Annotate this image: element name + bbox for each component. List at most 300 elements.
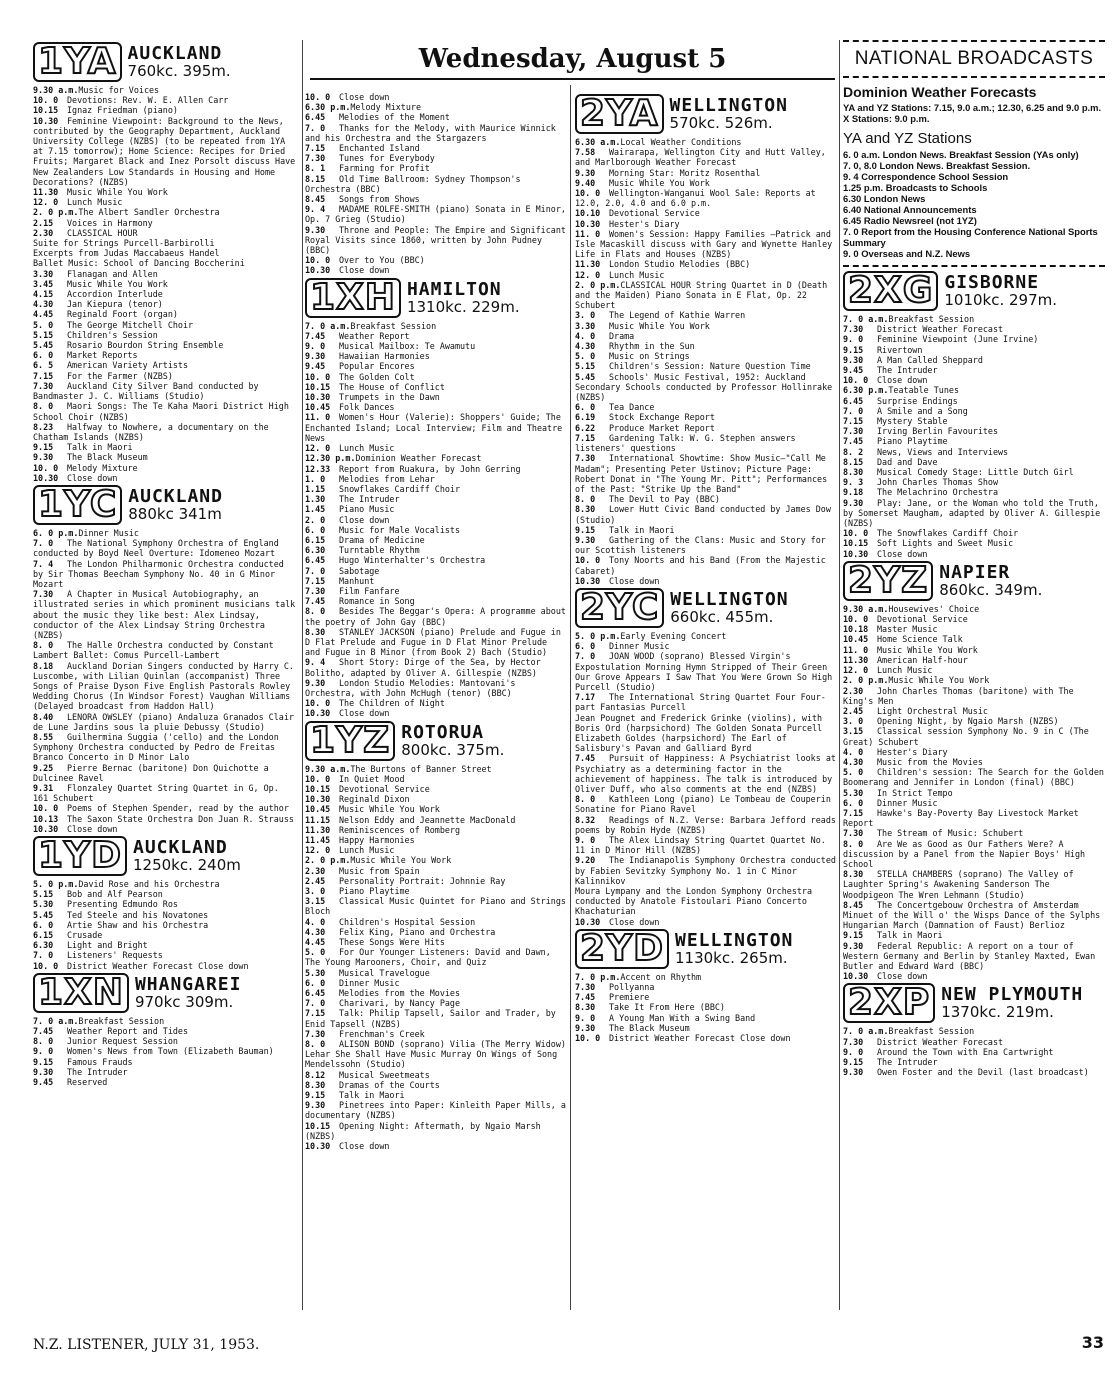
station-city: AUCKLAND	[127, 43, 223, 64]
divider	[843, 265, 1105, 267]
program-time: 5. 0	[33, 319, 54, 330]
program-time: 4.45	[305, 937, 326, 948]
program-entry	[575, 433, 837, 453]
station-block-1yz	[305, 721, 567, 1152]
program-time: 9.30 a.m.	[843, 603, 889, 614]
program-description: Lunch Music	[67, 197, 123, 208]
program-entry	[305, 545, 567, 555]
station-callsign: 2YD	[575, 929, 669, 969]
program-time: 10. 0	[33, 462, 59, 473]
program-entry	[305, 255, 567, 265]
program-entry	[843, 1047, 1105, 1057]
program-time: 7. 0	[305, 998, 326, 1009]
program-time: 5.30	[843, 787, 864, 798]
program-entry	[33, 360, 298, 370]
program-entry	[33, 661, 298, 712]
program-entry	[575, 555, 837, 575]
program-description: Elizabeth Goldes (harpsichord) The Earl of Salisbury's Pavan and Galliard Byrd	[575, 732, 787, 754]
page-header	[310, 44, 835, 80]
program-time: 11. 0	[575, 228, 601, 239]
program-description: Close down	[339, 514, 390, 525]
program-time: 9.30	[843, 497, 864, 508]
program-description: MADAME ROLFE-SMITH (piano) Sonata in E Minor, Op. 7 Grieg (Studio)	[305, 204, 566, 225]
program-description: Hugo Winterhalter's Orchestra	[339, 555, 486, 566]
program-description: Music from the Movies	[877, 756, 983, 767]
program-time: 3.45	[33, 278, 54, 289]
program-time: 8. 0	[305, 1039, 326, 1050]
program-entry	[305, 341, 567, 351]
program-time: 10.15	[843, 538, 869, 549]
program-entry	[843, 1057, 1105, 1067]
program-time: 10.15	[305, 1120, 331, 1131]
program-entry	[843, 634, 1105, 644]
program-time: 9.15	[33, 442, 54, 453]
program-time: 6.19	[575, 412, 596, 423]
station-name-freq	[670, 588, 789, 626]
program-entry	[843, 747, 1105, 757]
program-time: 10.30	[575, 916, 601, 927]
station-city: WHANGAREI	[134, 973, 242, 995]
program-entry	[575, 361, 837, 371]
program-description: Home Science Talk	[877, 634, 963, 645]
program-entry	[843, 839, 1105, 870]
program-entry	[843, 971, 1105, 981]
program-time: 8.45	[843, 899, 864, 910]
station-frequency: 1370kc. 219m.	[941, 1003, 1054, 1022]
program-time: 10.10	[575, 208, 601, 219]
program-time: 10. 0	[575, 188, 601, 199]
station-name-freq	[128, 485, 223, 523]
program-time: 7. 0	[305, 122, 326, 133]
program-description: District Weather Forecast Close down	[67, 960, 249, 971]
program-time: 7.30	[33, 380, 54, 391]
program-entry	[305, 535, 567, 545]
program-description: Film Fanfare	[339, 585, 400, 596]
column-4	[843, 40, 1105, 1310]
program-description: Flonzaley Quartet String Quartet in G, Op. 161 Schubert	[33, 783, 279, 804]
program-time: 10. 0	[305, 698, 331, 709]
program-description: Ted Steele and his Novatones	[67, 909, 209, 920]
program-description: Piano Playtime	[339, 886, 410, 897]
program-entry	[305, 464, 567, 474]
program-entry	[305, 835, 567, 845]
yayz-line: 6.45 Radio Newsreel (not 1YZ)	[843, 215, 977, 226]
program-entry	[305, 515, 567, 525]
program-description: Rivertown	[877, 344, 923, 355]
program-time: 7.30	[575, 982, 596, 993]
program-entry	[575, 259, 837, 269]
program-description: A Young Man With a Swing Band	[609, 1012, 756, 1023]
program-entry	[843, 416, 1105, 426]
program-description: Songs from Shows	[339, 194, 420, 205]
program-description: Crusade	[67, 930, 103, 941]
program-description: JOAN WOOD (soprano) Blessed Virgin's Expostulation Morning Hymn Stripped of Their Green Our Grove Appears I Saw That You Were Grown So High Purcell (Studio)	[575, 651, 833, 692]
program-time: 6. 0	[33, 350, 54, 361]
program-entry	[305, 412, 567, 443]
station-city: AUCKLAND	[133, 837, 228, 859]
program-entry	[305, 402, 567, 412]
program-time: 8.30	[575, 1002, 596, 1013]
program-entry	[33, 1036, 298, 1046]
program-time: 9.15	[33, 1056, 54, 1067]
program-entry	[33, 330, 298, 340]
program-description: Early Evening Concert	[620, 630, 727, 641]
program-entry	[305, 988, 567, 998]
program-description: Close down	[339, 708, 390, 719]
program-time: 11. 0	[305, 412, 331, 423]
program-time: 8.30	[843, 467, 864, 478]
program-description: London Studio Melodies: Mantovani's Orchestra, with John McHugh (tenor) (BBC)	[305, 677, 516, 698]
program-description: Lunch Music	[339, 443, 395, 454]
program-time: 9.30	[305, 351, 326, 362]
program-entry	[575, 1013, 837, 1023]
program-description: Presenting Edmundo Ros	[67, 899, 178, 910]
column-rule	[302, 40, 303, 1310]
program-entry	[305, 855, 567, 865]
program-entry	[575, 219, 837, 229]
program-description: Piano Music	[339, 504, 395, 515]
program-time: 8. 0	[843, 838, 864, 849]
program-time: 5. 0 p.m.	[33, 879, 79, 890]
column-1	[33, 40, 298, 1310]
program-entry	[33, 279, 298, 289]
program-entry	[305, 194, 567, 204]
program-entry	[33, 950, 298, 960]
program-time: 8.30	[843, 869, 864, 880]
program-time: 8.30	[305, 1079, 326, 1090]
yayz-line: 6. 0 a.m. London News. Breakfast Session (YAs only)	[843, 149, 1079, 160]
program-description: Jan Kiepura (tenor)	[67, 299, 163, 310]
program-description: Music While You Work	[339, 804, 440, 815]
program-time: 9.30 a.m.	[305, 763, 351, 774]
station-header	[305, 721, 567, 761]
program-time: 3.15	[305, 896, 326, 907]
program-description: Close down	[877, 548, 928, 559]
program-description: Dinner Music	[78, 527, 139, 538]
program-entry	[575, 310, 837, 320]
program-entry	[575, 208, 837, 218]
program-time: 5. 0	[305, 947, 326, 958]
program-entry	[843, 498, 1105, 529]
column-rule	[570, 85, 571, 1310]
program-entry	[575, 188, 837, 208]
program-entry	[33, 197, 298, 207]
program-time: 10. 0	[305, 371, 331, 382]
program-description: The Intruder	[339, 494, 400, 505]
program-entry	[305, 866, 567, 876]
program-entry	[33, 1057, 298, 1067]
station-header	[33, 42, 298, 82]
program-entry	[33, 85, 298, 95]
program-description: Hester's Diary	[877, 746, 948, 757]
program-entry	[843, 365, 1105, 375]
program-entry	[843, 426, 1105, 436]
program-time: 10.45	[305, 804, 331, 815]
program-description: District Weather Forecast	[877, 1036, 1004, 1047]
program-description: Voices in Harmony	[67, 217, 153, 228]
program-entry	[305, 764, 567, 774]
program-description: Charivari, by Nancy Page	[339, 998, 461, 1009]
program-time: 10.30	[33, 472, 59, 483]
program-entry	[305, 225, 567, 256]
program-time: 10.30	[33, 823, 59, 834]
program-entry	[843, 655, 1105, 665]
program-entry	[305, 443, 567, 453]
program-description: A Smile and a Song	[877, 405, 968, 416]
program-entry	[843, 675, 1105, 685]
program-entry	[843, 624, 1105, 634]
program-description: Manhunt	[339, 575, 375, 586]
program-description: The Indianapolis Symphony Orchestra conducted by Fabien Sevitzky Symphony No. 1 in C Minor Kalinnikov	[575, 855, 836, 886]
yayz-line: 9. 0 Overseas and N.Z. News	[843, 248, 971, 259]
program-entry	[33, 228, 298, 238]
program-entry	[305, 153, 567, 163]
station-callsign: 1XN	[33, 973, 129, 1013]
station-city: NEW PLYMOUTH	[941, 984, 1084, 1006]
program-entry	[575, 972, 837, 982]
program-time: 6. 5	[33, 360, 54, 371]
program-time: 7.45	[33, 1026, 54, 1037]
station-name-freq	[128, 45, 231, 79]
program-time: 7.15	[305, 575, 326, 586]
program-time: 2.30	[33, 227, 54, 238]
program-description: Piano Playtime	[877, 436, 948, 447]
program-entry	[33, 559, 298, 590]
program-description: The Stream of Music: Schubert	[877, 828, 1024, 839]
station-name-freq	[133, 839, 241, 873]
program-description: The National Symphony Orchestra of England conducted by Boyd Neel Overture: Idomeneo Mozart	[33, 538, 279, 559]
program-entry	[305, 1100, 567, 1120]
program-entry	[33, 116, 298, 187]
program-time: 8.30	[575, 504, 596, 515]
program-entry	[305, 678, 567, 698]
program-description: Hawke's Bay-Poverty Bay Livestock Market Report	[843, 807, 1079, 829]
program-entry	[305, 361, 567, 371]
program-description: The Snowflakes Cardiff Choir	[877, 528, 1019, 539]
program-entry	[305, 968, 567, 978]
program-entry	[575, 412, 837, 422]
yayz-line: 9. 4 Correspondence School Session	[843, 171, 1009, 182]
program-description: Musical Comedy Stage: Little Dutch Girl	[877, 467, 1074, 478]
program-entry	[575, 137, 837, 147]
program-description: Federal Republic: A report on a tour of Western Germany and Berlin by Stanley Maxted, Ewan Butler and Edward Ward (BBC)	[843, 940, 1096, 971]
station-callsign: 2YA	[575, 94, 664, 134]
program-entry	[33, 712, 298, 732]
program-entry	[575, 270, 837, 280]
program-entry	[305, 92, 567, 102]
program-time: 12.33	[305, 463, 331, 474]
program-time: 7.15	[305, 1008, 326, 1019]
program-time: 4.45	[33, 309, 54, 320]
program-time: 9.30	[843, 940, 864, 951]
program-time: 9.15	[305, 1090, 326, 1101]
program-entry	[33, 1046, 298, 1056]
program-description: In Quiet Mood	[339, 773, 405, 784]
program-description: Listeners' Requests	[67, 950, 163, 961]
program-time: 10. 0	[575, 555, 601, 566]
program-time: 9. 0	[33, 1046, 54, 1057]
program-entry	[843, 487, 1105, 497]
program-entry	[33, 238, 298, 248]
program-time: 9.30	[33, 1066, 54, 1077]
program-entry	[33, 961, 298, 971]
program-description: Junior Request Session	[67, 1036, 178, 1047]
program-description: Close down	[339, 265, 390, 276]
program-description: Reginald Foort (organ)	[67, 309, 178, 320]
program-description: Ignaz Friedman (piano)	[67, 105, 178, 116]
program-time: 10.15	[305, 381, 331, 392]
program-entry	[305, 525, 567, 535]
yayz-line: 7. 0, 8.0 London News. Breakfast Session.	[843, 160, 1031, 171]
program-entry	[843, 869, 1105, 900]
program-entry	[33, 95, 298, 105]
program-entry	[305, 392, 567, 402]
program-time: 7.45	[575, 992, 596, 1003]
program-time: 7.58	[575, 147, 596, 158]
program-time: 4.30	[575, 341, 596, 352]
station-header	[33, 485, 298, 525]
program-entry	[575, 402, 837, 412]
station-city: WELLINGTON	[669, 95, 788, 116]
program-time: 9.30	[305, 1100, 326, 1111]
yayz-line: 1.25 p.m. Broadcasts to Schools	[843, 182, 988, 193]
program-entry	[305, 566, 567, 576]
station-block-1yz-pre	[305, 92, 567, 276]
program-description: Throne and People: The Empire and Significant Royal Visits since 1860, written by John Pudney (BBC)	[305, 224, 566, 256]
program-description: These Songs Were Hits	[339, 937, 445, 948]
program-description: Housewives' Choice	[888, 603, 980, 614]
program-time: 9.31	[33, 783, 54, 793]
program-time: 10.30	[305, 794, 331, 805]
program-description: District Weather Forecast	[877, 324, 1004, 335]
program-entry	[575, 815, 837, 835]
program-entry	[33, 814, 298, 824]
program-entry	[843, 436, 1105, 446]
program-entry	[843, 757, 1105, 767]
station-city: NAPIER	[939, 561, 1011, 583]
program-time: 11.30	[33, 187, 59, 198]
program-time: 7.30	[305, 585, 326, 596]
program-time: 7.30	[843, 828, 864, 839]
program-entry	[575, 280, 837, 311]
program-description: Weather Report	[339, 330, 410, 341]
program-entry	[305, 112, 567, 122]
program-description: Talk in Maori	[339, 1090, 405, 1101]
program-description: The Intruder	[67, 1066, 128, 1077]
program-time: 10. 0	[305, 773, 331, 784]
program-entry	[305, 586, 567, 596]
program-entry	[305, 555, 567, 565]
program-description: Hester's Diary	[609, 218, 680, 229]
program-description: Trumpets in the Dawn	[339, 392, 440, 403]
program-time: 8. 1	[305, 163, 326, 174]
program-time: 6. 0	[575, 402, 596, 413]
program-description: Romance in Song	[339, 596, 415, 607]
program-description: Light and Bright	[67, 940, 148, 951]
program-entry	[305, 494, 567, 504]
program-entry	[33, 783, 298, 803]
program-description: American Half-hour	[877, 654, 968, 665]
program-description: International Showtime: Show Music—"Call Me Madam"; Presenting Peter Ustinov; Picture Page: Robert Donat in "The Young Mr. Pitt"; Performances of the Past: "Strike Up the Band"	[575, 453, 828, 494]
station-block-2yc	[575, 588, 837, 927]
program-entry	[33, 299, 298, 309]
station-frequency: 970kc 309m.	[134, 992, 234, 1011]
program-time: 4.30	[33, 299, 54, 310]
program-description: Bob and Alf Pearson	[67, 889, 163, 900]
program-description: Maori Songs: The Te Kaha Maori District High School Choir (NZBS)	[33, 401, 289, 422]
program-entry	[843, 375, 1105, 385]
program-description: The Children of Night	[339, 698, 445, 709]
program-description: Music While You Work	[888, 675, 990, 686]
program-time: 4.30	[305, 926, 326, 937]
program-description: Music While You Work	[350, 855, 452, 866]
program-time: 7. 0 p.m.	[575, 971, 621, 982]
program-description: Women's Hour (Valerie): Shoppers' Guide; The Enchanted Island; Local Interview; Film and Theatre News	[305, 412, 563, 443]
program-description: Guilhermina Suggia ('cello) and the London Symphony Orchestra conducted by Pedro de Freitas Branco Concerto in D Minor Lalo	[33, 731, 279, 763]
program-description: Surprise Endings	[877, 395, 958, 406]
program-description: Melodies from Lehar	[339, 473, 435, 484]
program-entry	[33, 1077, 298, 1087]
program-entry	[305, 845, 567, 855]
program-description: Melodies from the Movies	[339, 988, 461, 999]
program-description: A Man Called Sheppard	[877, 354, 983, 365]
station-name-freq	[941, 986, 1083, 1020]
program-description: For Our Younger Listeners: David and Dawn, The Young Marooners, Choir, and Quiz	[305, 947, 551, 968]
program-time: 11.30	[575, 259, 601, 270]
program-description: District Weather Forecast Close down	[609, 1033, 791, 1044]
program-entry	[575, 494, 837, 504]
program-description: The Intruder	[877, 1057, 938, 1067]
program-description: Soft Lights and Sweet Music	[877, 538, 1014, 549]
program-time: 7. 0	[33, 538, 54, 549]
program-time: 5.15	[33, 889, 54, 900]
program-entry	[575, 992, 837, 1002]
program-entry	[843, 798, 1105, 808]
program-description: Women's News from Town (Elizabeth Bauman)	[67, 1046, 274, 1057]
program-time: 2.45	[843, 705, 864, 716]
program-description: Over to You (BBC)	[339, 255, 425, 266]
program-entry	[843, 828, 1105, 838]
program-description: Snowflakes Cardiff Choir	[339, 483, 461, 494]
program-entry	[33, 1026, 298, 1036]
program-time: 5.45	[33, 340, 54, 351]
program-description: Rosario Bourdon String Ensemble	[67, 340, 224, 351]
program-description: Music on Strings	[609, 351, 690, 362]
program-entry	[843, 457, 1105, 467]
program-description: Happy Harmonies	[339, 835, 415, 845]
program-description: Music While You Work	[609, 320, 710, 331]
program-time: 4. 0	[843, 746, 864, 757]
program-description: Frenchman's Creek	[339, 1028, 425, 1039]
program-description: Children's Session: Nature Question Time	[609, 361, 811, 372]
program-description: The Concertgebouw Orchestra of Amsterdam Minuet of the Will o' the Wisps Dance of the Sylphs Hungarian March (Damnation of Faust) Berlioz	[843, 899, 1101, 931]
program-entry	[575, 351, 837, 361]
program-entry	[843, 900, 1105, 931]
program-description: STANLEY JACKSON (piano) Prelude and Fugue in D Flat Prelude and Fugue in D Flat Minor Prelude and Fugue in B Minor (from Book 2) Bach (Studio)	[305, 626, 561, 658]
program-time: 8.18	[33, 660, 54, 671]
program-description: Close down	[877, 375, 928, 386]
station-header	[575, 929, 837, 969]
program-description: Women's Session: Happy Families —Patrick and Isle Macaskill discuss with Gary and Wynette Hanley Life in Flats and Houses (NZBS)	[575, 228, 833, 260]
program-time: 6.30	[305, 545, 326, 556]
program-time: 9. 0	[843, 1046, 864, 1057]
program-description: Light Orchestral Music	[877, 705, 988, 716]
program-entry	[575, 576, 837, 586]
program-description: The Golden Colt	[339, 371, 415, 382]
program-description: Poems of Stephen Spender, read by the author	[67, 803, 289, 814]
program-time: 10.13	[33, 813, 59, 824]
program-description: Enchanted Island	[339, 143, 420, 154]
